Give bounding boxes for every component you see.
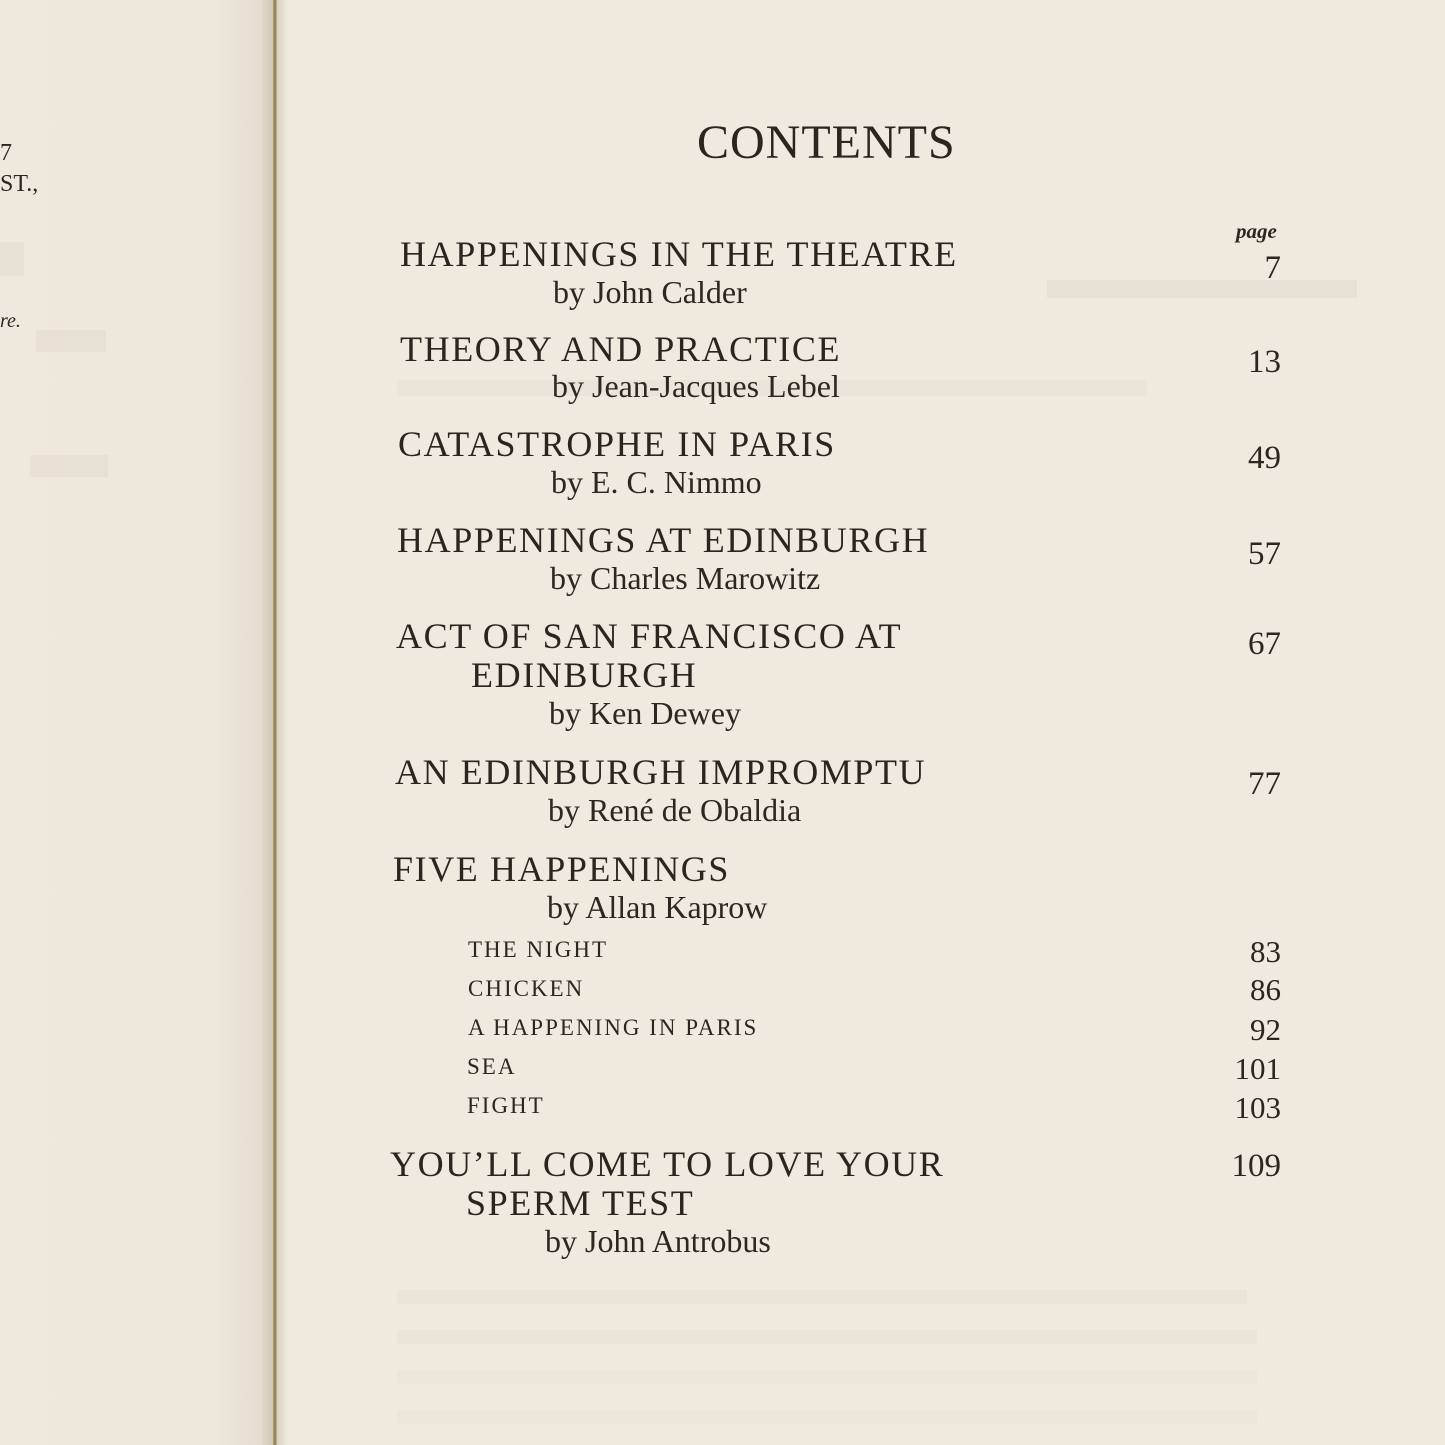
toc-entry-author: by Charles Marowitz	[550, 560, 821, 596]
left-page	[0, 0, 272, 1445]
left-page-fragment-7: 7	[0, 140, 12, 166]
toc-entry-author: by Allan Kaprow	[547, 889, 768, 925]
toc-entry-page: 13	[1248, 344, 1281, 380]
toc-entry-title-continued: SPERM TEST	[466, 1183, 695, 1223]
toc-subentry-title: THE NIGHT	[468, 937, 608, 962]
show-through-text	[397, 1290, 1247, 1304]
toc-entry-page: 109	[1231, 1148, 1281, 1184]
toc-subentry-page: 103	[1234, 1090, 1281, 1125]
left-page-fragment-st: ST.,	[0, 171, 39, 197]
show-through-text	[397, 1410, 1257, 1424]
toc-entry-author: by E. C. Nimmo	[551, 464, 762, 500]
toc-entry-title: AN EDINBURGH IMPROMPTU	[395, 752, 927, 792]
toc-subentry-title: CHICKEN	[468, 976, 585, 1001]
toc-entry-author: by John Calder	[553, 274, 747, 310]
toc-entry-title-continued: EDINBURGH	[471, 655, 698, 695]
book-gutter-edge	[277, 0, 287, 1445]
toc-entry-page: 77	[1248, 766, 1281, 802]
toc-entry-title: HAPPENINGS IN THE THEATRE	[400, 234, 958, 274]
toc-entry-page: 57	[1248, 536, 1281, 572]
toc-subentry-title: A HAPPENING IN PARIS	[468, 1015, 759, 1040]
toc-entry-page: 67	[1248, 626, 1281, 662]
toc-entry-title: FIVE HAPPENINGS	[393, 849, 731, 889]
toc-entry-page: 7	[1264, 250, 1281, 286]
left-page-show-through	[30, 455, 108, 477]
toc-entry-title: HAPPENINGS AT EDINBURGH	[397, 520, 930, 560]
show-through-text	[397, 1370, 1257, 1384]
toc-entry-page: 49	[1248, 440, 1281, 476]
show-through-text	[397, 1330, 1257, 1344]
toc-subentry-page: 101	[1234, 1051, 1281, 1086]
page-column-label: page	[1236, 219, 1277, 243]
toc-subentry-page: 83	[1250, 934, 1281, 969]
toc-entry-title: ACT OF SAN FRANCISCO AT	[396, 616, 903, 656]
toc-entry-author: by Ken Dewey	[549, 695, 741, 731]
toc-entry-author: by Jean-Jacques Lebel	[552, 368, 840, 404]
left-page-show-through	[36, 330, 106, 352]
toc-entry-author: by René de Obaldia	[548, 792, 802, 828]
toc-entry-title: CATASTROPHE IN PARIS	[398, 424, 836, 464]
right-page	[287, 0, 1445, 1445]
toc-entry-title: THEORY AND PRACTICE	[400, 329, 842, 369]
toc-subentry-page: 92	[1250, 1012, 1281, 1047]
left-page-fragment-re: re.	[0, 310, 21, 332]
left-page-show-through	[0, 242, 24, 276]
toc-subentry-page: 86	[1250, 972, 1281, 1007]
toc-entry-author: by John Antrobus	[545, 1223, 771, 1259]
contents-heading: CONTENTS	[697, 116, 956, 169]
show-through-text	[1047, 280, 1357, 298]
toc-entry-title: YOU’LL COME TO LOVE YOUR	[390, 1144, 945, 1184]
toc-subentry-title: FIGHT	[467, 1093, 545, 1118]
toc-subentry-title: SEA	[467, 1054, 517, 1079]
